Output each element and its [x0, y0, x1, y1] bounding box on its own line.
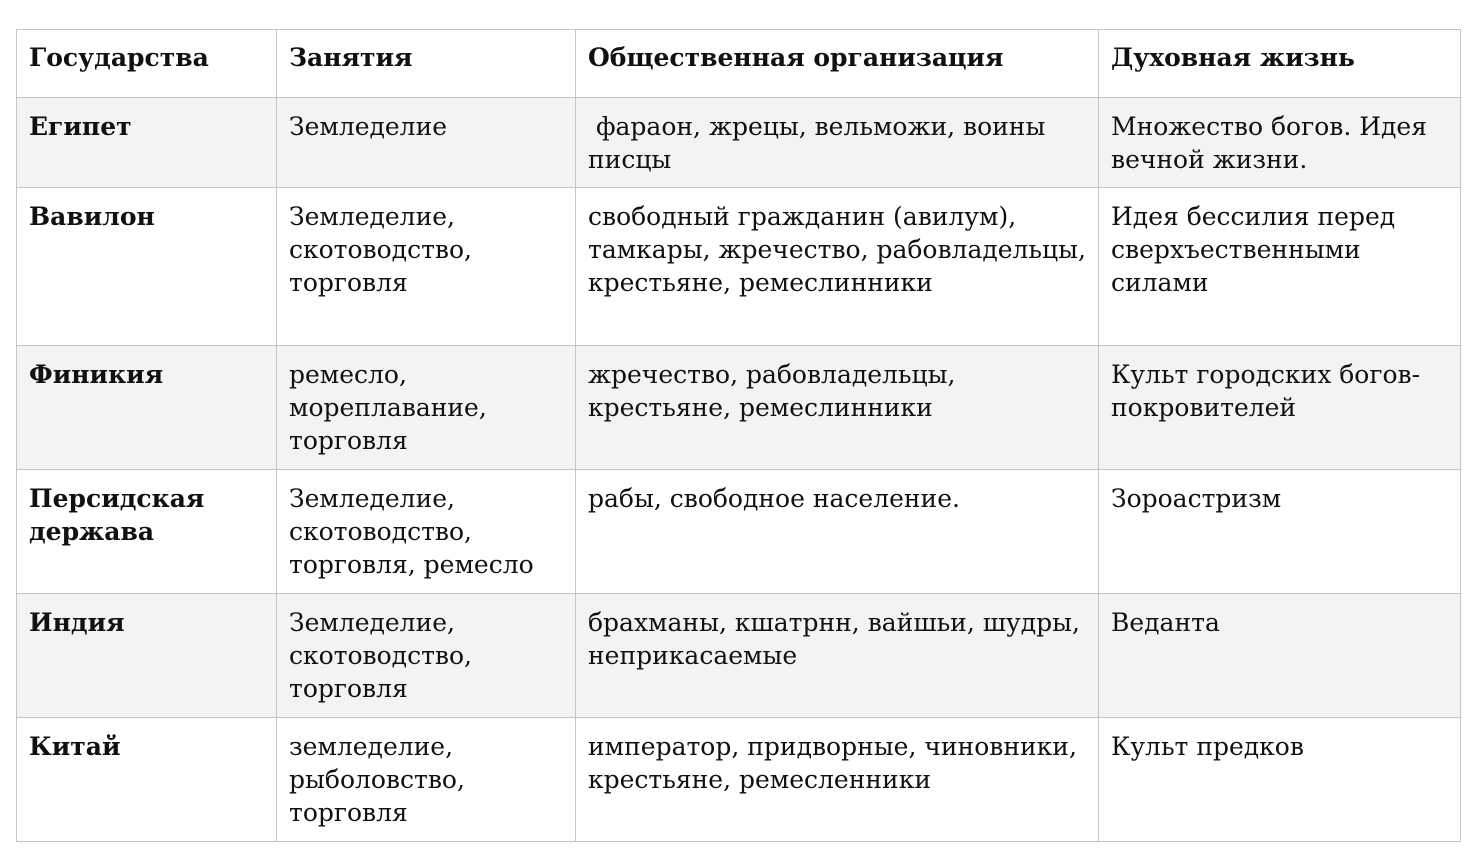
- header-spiritual-life: Духовная жизнь: [1099, 30, 1461, 98]
- header-social-organization: Общественная организация: [576, 30, 1099, 98]
- occupations-cell: Земледелие, скотоводство, торговля, ремесло: [277, 470, 576, 594]
- table-row: [17, 346, 1461, 470]
- spiritual-cell: Веданта: [1099, 594, 1461, 718]
- table-row: [17, 98, 1461, 188]
- table-row: [17, 188, 1461, 346]
- organization-cell: свободный гражданин (авилум), тамкары, жречество, рабовладельцы, крестьяне, ремеслинники: [576, 188, 1099, 346]
- spiritual-cell: Идея бессилия перед сверхъественными силами: [1099, 188, 1461, 346]
- spiritual-cell: Множество богов. Идея вечной жизни.: [1099, 98, 1461, 188]
- occupations-cell: Земледелие, скотоводство, торговля: [277, 594, 576, 718]
- occupations-cell: земледелие, рыболовство, торговля: [277, 718, 576, 842]
- occupations-cell: Земледелие, скотоводство, торговля: [277, 188, 576, 346]
- occupations-cell: Земледелие: [277, 98, 576, 188]
- organization-cell: фараон, жрецы, вельможи, воины писцы: [576, 98, 1099, 188]
- table-row: [17, 718, 1461, 842]
- state-cell: Китай: [17, 718, 277, 842]
- table-header-row: [17, 30, 1461, 98]
- state-cell: Персидская держава: [17, 470, 277, 594]
- occupations-cell: ремесло, мореплавание, торговля: [277, 346, 576, 470]
- spiritual-cell: Культ городских богов-покровителей: [1099, 346, 1461, 470]
- state-cell: Финикия: [17, 346, 277, 470]
- table-row: [17, 594, 1461, 718]
- header-occupations: Занятия: [277, 30, 576, 98]
- state-cell: Индия: [17, 594, 277, 718]
- organization-cell: рабы, свободное население.: [576, 470, 1099, 594]
- spiritual-cell: Культ предков: [1099, 718, 1461, 842]
- state-cell: Египет: [17, 98, 277, 188]
- table-row: [17, 470, 1461, 594]
- state-cell: Вавилон: [17, 188, 277, 346]
- organization-cell: жречество, рабовладельцы, крестьяне, ремеслинники: [576, 346, 1099, 470]
- states-comparison-table: [16, 29, 1461, 842]
- spiritual-cell: Зороастризм: [1099, 470, 1461, 594]
- header-states: Государства: [17, 30, 277, 98]
- organization-cell: император, придворные, чиновники, крестьяне, ремесленники: [576, 718, 1099, 842]
- organization-cell: брахманы, кшатрнн, вайшьи, шудры, неприкасаемые: [576, 594, 1099, 718]
